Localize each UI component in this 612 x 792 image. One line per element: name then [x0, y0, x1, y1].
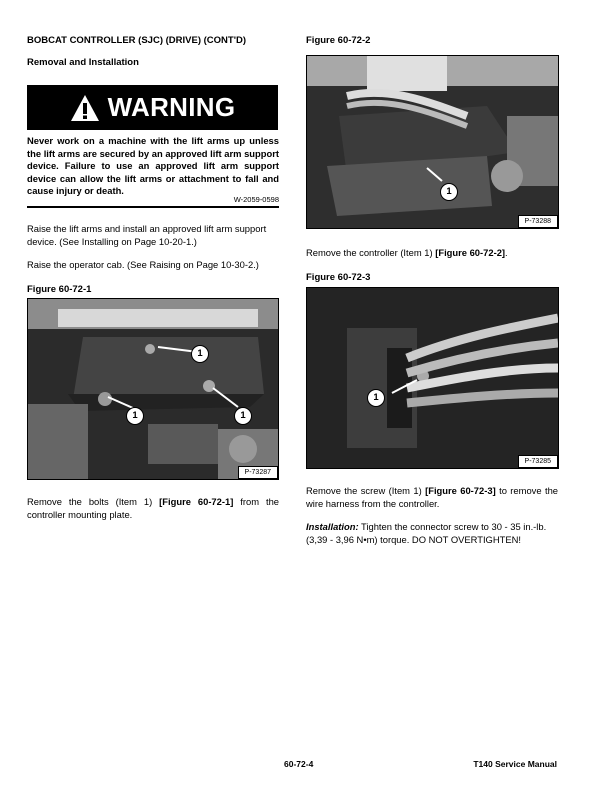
warning-triangle-icon — [70, 94, 100, 122]
paragraph-raise-lift-arms: Raise the lift arms and install an approved lift arm support device. (See Installing on Page 10-20-1.) — [27, 223, 267, 248]
warning-divider — [27, 206, 279, 208]
paragraph-installation: Installation: Tighten the connector screw to 30 - 35 in.-lb. (3,39 - 3,96 N•m) torque. DO NOT OVERTIGHTEN! — [306, 521, 547, 546]
figure-2-code: P-73288 — [518, 215, 558, 228]
figure-1-code: P-73287 — [238, 466, 278, 479]
figure-1-title: Figure 60-72-1 — [27, 284, 92, 295]
installation-label: Installation: — [306, 521, 359, 532]
figure-1-callout: 1 — [234, 407, 252, 425]
figure-1-callout: 1 — [191, 345, 209, 363]
figure-2-title: Figure 60-72-2 — [306, 35, 371, 46]
section-title: BOBCAT CONTROLLER (SJC) (DRIVE) (CONT'D) — [27, 35, 246, 46]
figure-3-code: P-73285 — [518, 455, 558, 468]
manual-title: T140 Service Manual — [473, 759, 557, 769]
figure-1-photo — [27, 298, 279, 480]
warning-label: WARNING — [107, 92, 236, 122]
paragraph-remove-screw: Remove the screw (Item 1) [Figure 60-72-3] to remove the wire harness from the controller. — [306, 485, 558, 510]
figure-ref: [Figure 60-72-2] — [435, 247, 506, 258]
paragraph-remove-bolts: Remove the bolts (Item 1) [Figure 60-72-1] from the controller mounting plate. — [27, 496, 279, 521]
figure-ref: [Figure 60-72-3] — [425, 485, 496, 496]
paragraph-raise-cab: Raise the operator cab. (See Raising on Page 10-30-2.) — [27, 259, 259, 270]
paragraph-remove-controller: Remove the controller (Item 1) [Figure 60-72-2]. — [306, 247, 508, 258]
figure-3-callout: 1 — [367, 389, 385, 407]
figure-2-photo — [306, 55, 559, 229]
warning-code: W-2059-0598 — [233, 195, 279, 204]
figure-1-callout: 1 — [126, 407, 144, 425]
figure-2-callout: 1 — [440, 183, 458, 201]
subtitle: Removal and Installation — [27, 57, 139, 68]
figure-ref: [Figure 60-72-1] — [159, 496, 234, 507]
page-number: 60-72-4 — [284, 759, 314, 769]
figure-3-title: Figure 60-72-3 — [306, 272, 371, 283]
figure-3-photo — [306, 287, 559, 469]
warning-text: Never work on a machine with the lift arms up unless the lift arms are secured by an approved lift arm support device. Failure to use an approved lift arm support device can allow the lift arms or attachment to fall and cause injury or death. — [27, 135, 279, 197]
warning-banner — [27, 85, 278, 130]
